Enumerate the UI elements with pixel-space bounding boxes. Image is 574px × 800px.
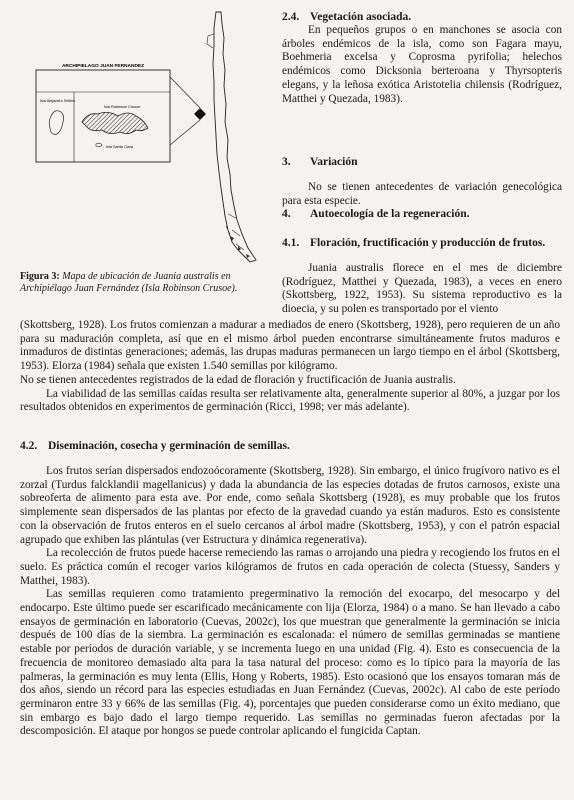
section-4-2 [20,439,560,739]
caption-prefix: Figura 3: [20,271,60,282]
selkirk-island [49,111,63,135]
paragraph-4-1-fruits: (Skottsberg, 1928). Los frutos comienzan a madurar a mediados de enero (Skottsberg, 1928), pero requieren de un año para su maduración completa, así que en el mismo árbol pueden encontrarse simultáneamente frutos maduros e inmaduros de distintas generaciones; además, las drupas maduras permanecen un largo tiempo en el árbol (Skottsberg, 1953). Elorza (1984) señala que existen 1.540 semillas por kilógramo. [20,319,560,373]
paragraph-4-2-dispersal: Los frutos serían dispersados endozoócoramente (Skottsberg, 1928). Sin embargo, el único frugívoro nativo es el zorzal (Turdus falcklandii magellanicus) y dada la abundancia de las especies dotadas de frutos carnosos, existe una sobreoferta de alimento para esta ave. Por ende, como señala Skottsberg (1928), es muy probable que los frutos simplemente sean dispersados de las plantas por efecto de la gravedad cuando ya están maduros. Esto es consistente con la observación de frutos enteros en el suelo cercanos al árbol madre (Skottsberg, 1953), y con el patrón espacial agrupado que exhiben las plántulas (ver Estructura y dinámica regenerativa). [20,465,560,546]
robinson-island [82,112,148,133]
paragraph-4-1-intro: Juania australis florece en el mes de diciembre (Rodríguez, Matthei y Quezada, 1983), a veces en enero (Skottsberg, 1922, 1953). Su sistema reproductivo es la dioecia, y su polen es transportado por el viento [282,262,562,316]
section-2-4 [282,10,562,106]
chile-outline [213,12,256,262]
caption-text: Mapa de ubicación de Juania australis en Archipiélago Juan Fernández (Isla Robinson Crusoe). [20,271,238,294]
section-3 [282,155,562,208]
paragraph-3: No se tienen antecedentes de variación genecológica para esta especie. [282,181,562,207]
location-marker [194,108,206,120]
heading-4: 4. Autoecología de la regeneración. [282,208,470,220]
archipelago-label: ARCHIPIELAGO JUAN FERNANDEZ [61,64,145,69]
santa-clara-label: Isla Santa Clara [106,145,134,149]
figure-caption [20,271,275,295]
santa-clara-island [96,143,102,147]
heading-2-4: 2.4. Vegetación asociada. [282,11,412,23]
selkirk-label: Isla Alejandro Selkirk [40,99,76,103]
paragraph-4-2-collection: La recolección de frutos puede hacerse remeciendo las ramas o arrojando una piedra y recogiendo los frutos en el suelo. Es práctica común el recoger varios kilógramos de frutos en cada operación de colecta (Stuessy, Sanders y Matthei, 1983). [20,547,560,587]
heading-4-1: 4.1. Floración, fructificación y producción de frutos. [282,237,546,249]
section-4-1-continued [20,319,560,415]
paragraph-2-4: En pequeños grupos o en manchones se asocia con árboles endémicos de la isla, como son Fagara mayu, Boehmeria excelsa y Coprosma pyrifolia; helechos endémicos como Dicksonia berteroana y Thyrsopteris elegans, y la leñosa exótica Aristotelia chilensis (Rodríguez, Matthei y Quezada, 1983). [282,24,562,105]
robinson-label: Isla Robinson Crusoe [104,105,141,109]
heading-3: 3. Variación [282,156,358,168]
section-4-1 [282,236,562,317]
heading-4-2: 4.2. Diseminación, cosecha y germinación de semillas. [20,440,290,452]
location-map-figure [18,4,273,269]
map-illustration [18,4,273,269]
paragraph-4-1-flowering-age: No se tienen antecedentes registrados de la edad de floración y fructificación de Juania australis. [20,373,456,386]
paragraph-4-1-viability: La viabilidad de las semillas caídas resulta ser relativamente alta, generalmente superior al 80%, a juzgar por los resultados obtenidos en experimentos de germinación (Ricci, 1998; ver más adelante). [20,387,560,414]
section-4 [282,207,562,221]
paragraph-4-2-germination: Las semillas requieren como tratamiento pregerminativo la remoción del exocarpo, del mesocarpo y del endocarpo. Este último puede ser escarificado mecánicamente con lija (Elorza, 1984) o a mano. Se han llevado a cabo ensayos de germinación en laboratorio (Cuevas, 2002c), los que muestran que generalmente la germinación se inicia después de 100 días de la siembra. La germinación es escalonada: el número de semillas germinadas se mantiene estable por períodos de duración variable, y se incrementa luego en una unidad (Fig. 4). Esto es consecuencia de la frecuencia de monitoreo demasiado alta para la tasa natural del proceso: como es lo típico para la mayoría de las palmeras, la germinación es muy lenta (Ellis, Hong y Roberts, 1985). Esto ocasionó que los ensayos tomaran más de dos años, siendo un récord para las especies estudiadas en Juan Fernández (Cuevas, 2002c). Al cabo de este período germinaron entre 33 y 66% de las semillas (Fig. 4), porcentajes que pueden considerarse como un éxito mediano, que sin embargo es bajo dado el largo tiempo requerido. Las semillas no germinadas fueron afectadas por la descomposición. El ataque por hongos se puede controlar aplicando el fungicida Captan. [20,588,560,738]
